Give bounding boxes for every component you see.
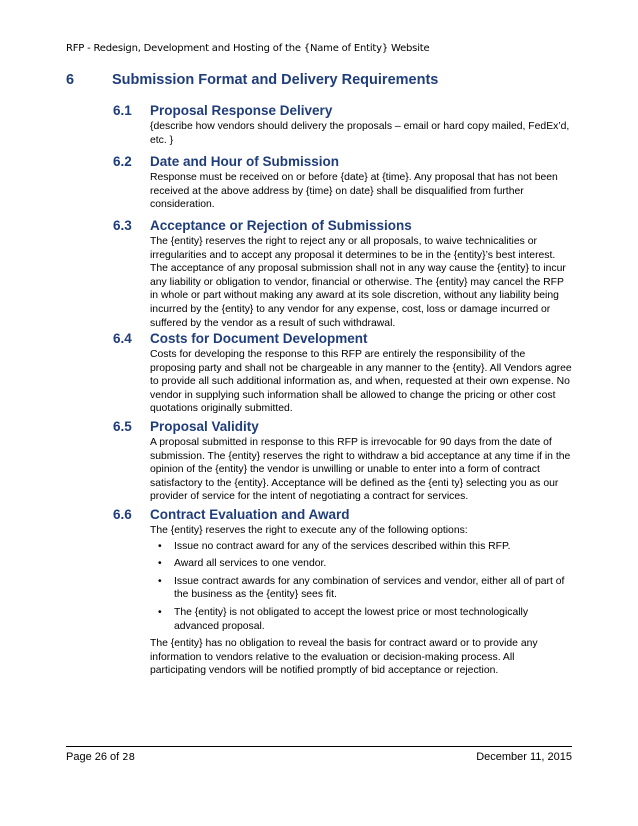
footer-date: December 11, 2015	[476, 751, 572, 763]
subsection-title: Contract Evaluation and Award	[150, 507, 350, 522]
subsection-title: Date and Hour of Submission	[150, 154, 340, 169]
subsection-6-5	[113, 419, 573, 504]
subsection-number: 6.1	[113, 103, 132, 118]
subsection-6-4	[113, 331, 573, 416]
section-number: 6	[66, 72, 75, 88]
bullet-icon: •	[158, 558, 162, 570]
subsection-title: Costs for Document Development	[150, 331, 368, 346]
subsection-heading	[113, 419, 573, 434]
list-item: • Award all services to one vendor.	[158, 558, 327, 570]
subsection-6-6	[113, 507, 573, 678]
bullet-icon: •	[158, 575, 162, 587]
subsection-title: Proposal Validity	[150, 419, 259, 434]
subsection-title: Proposal Response Delivery	[150, 103, 333, 118]
page-number	[66, 751, 135, 763]
subsection-number: 6.4	[113, 331, 132, 346]
list-item: • Issue contract awards for any combination of services and vendor, either all of part of the business as the {entity} sees fit.	[158, 575, 565, 601]
list-item: • The {entity} is not obligated to accept the lowest price or most technologically advanced proposal.	[158, 606, 529, 632]
bullet-icon: •	[158, 540, 162, 552]
subsection-heading	[113, 331, 573, 346]
subsection-heading	[113, 103, 573, 118]
list-item: • Issue no contract award for any of the services described within this RFP.	[158, 540, 511, 552]
subsection-title: Acceptance or Rejection of Submissions	[150, 218, 412, 233]
bullet-icon: •	[158, 606, 162, 618]
section-title: Submission Format and Delivery Requirements	[112, 72, 439, 88]
running-header: RFP - Redesign, Development and Hosting of the {Name of Entity} Website	[66, 43, 430, 54]
subsection-number: 6.2	[113, 154, 132, 169]
page-label: Page 26 of	[66, 751, 120, 763]
options-list	[150, 540, 573, 634]
section-heading	[66, 72, 438, 88]
subsection-6-2	[113, 154, 573, 212]
subsection-6-3	[113, 218, 573, 330]
subsection-number: 6.3	[113, 218, 132, 233]
subsection-number: 6.5	[113, 419, 132, 434]
subsection-text: Costs for developing the response to this RFP are entirely the responsibility of the proposing party and shall not be chargeable in any manner to the {entity}. All Vendors agree to provide all such additional information as, and when, requested at their own expense. No vendor in supplying such information shall be allowed to change the pricing or other cost quotations originally submitted.	[150, 349, 572, 415]
subsection-intro: The {entity} reserves the right to execute any of the following options:	[150, 525, 468, 536]
subsection-6-1	[113, 103, 573, 147]
subsection-number: 6.6	[113, 507, 132, 522]
footer-rule	[66, 746, 572, 747]
page-total: 28	[122, 752, 136, 763]
subsection-text: The {entity} reserves the right to reject any or all proposals, to waive technicalities or irregularities and to accept any proposal it determines to be in the {entity}’s best interest. The acceptance of any proposal submission shall not in any way cause the {entity} to incur any liability or obligation to vendor, financial or otherwise. The {entity} may cancel the RFP in whole or part without making any award at its sole discretion, without any liability being incurred by the {entity} to any vendor for any expense, cost, loss or damage incurred or suffered by the vendor as a result of such withdrawal.	[150, 236, 566, 329]
subsection-text: {describe how vendors should delivery the proposals – email or hard copy mailed, FedEx’d, etc. }	[150, 121, 570, 146]
subsection-heading	[113, 154, 573, 169]
subsection-text: A proposal submitted in response to this RFP is irrevocable for 90 days from the date of submission. The {entity} reserves the right to withdraw a bid acceptance at any time if in the opinion of the {entity} the vendor is unwilling or unable to enter into a form of contract satisfactory to the {entity}. Acceptance will be defined as the {enti ty} selecting you as our provider of service for the intent of negotiating a contract for services.	[150, 437, 571, 503]
subsection-heading	[113, 507, 573, 522]
subsection-closing: The {entity} has no obligation to reveal the basis for contract award or to provide any information to vendors relative to the evaluation or decision-making process. All participating vendors will be notified promptly of bid acceptance or rejection.	[150, 638, 538, 677]
subsection-text: Response must be received on or before {date} at {time}. Any proposal that has not been received at the above address by {time} on date} shall be disqualified from further consideration.	[150, 172, 558, 211]
subsection-heading	[113, 218, 573, 233]
